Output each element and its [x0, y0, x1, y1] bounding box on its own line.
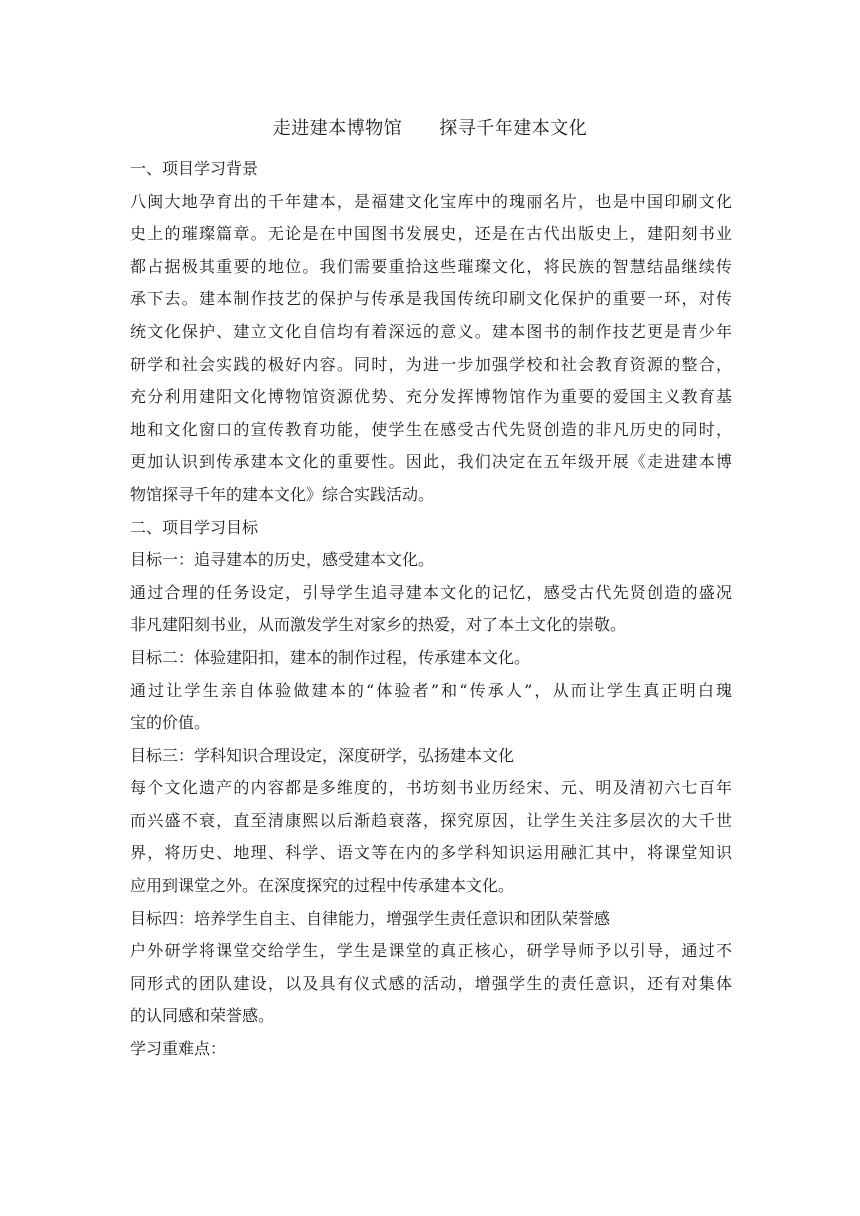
goal-paragraph [130, 935, 732, 1033]
paragraph-line: 同形式的团队建设，以及具有仪式感的活动，增强学生的责任意识，还有对集体 [130, 973, 732, 993]
paragraph-line: 更加认识到传承建本文化的重要性。因此，我们决定在五年级开展《走进建本博 [130, 452, 732, 472]
goal-label: 目标一：追寻建本的历史，感受建本文化。 [130, 550, 435, 570]
paragraph-line: 地和文化窗口的宣传教育功能，使学生在感受古代先贤创造的非凡历史的同时， [130, 419, 732, 439]
paragraph-line: 研学和社会实践的极好内容。同时，为进一步加强学校和社会教育资源的整合， [130, 354, 732, 374]
paragraph-line: 的认同感和荣誉感。 [130, 1006, 275, 1026]
paragraph-line: 八闽大地孕育出的千年建本，是福建文化宝库中的瑰丽名片，也是中国印刷文化 [130, 191, 732, 211]
paragraph-line: 充分利用建阳文化博物馆资源优势、充分发挥博物馆作为重要的爱国主义教育基 [130, 387, 732, 407]
section-heading-goals: 二、项目学习目标 [130, 517, 259, 537]
paragraph-line: 都占据极其重要的地位。我们需要重拾这些璀璨文化，将民族的智慧结晶继续传 [130, 256, 732, 276]
goal-paragraph [130, 577, 732, 642]
paragraph-line: 户外研学将课堂交给学生，学生是课堂的真正核心，研学导师予以引导，通过不 [130, 941, 732, 961]
paragraph-line: 应用到课堂之外。在深度探究的过程中传承建本文化。 [130, 876, 515, 896]
goal-label: 目标四：培养学生自主、自律能力，增强学生责任意识和团队荣誉感 [130, 908, 611, 928]
paragraph-line: 物馆探寻千年的建本文化》综合实践活动。 [130, 484, 435, 504]
paragraph-line: 界，将历史、地理、科学、语文等在内的多学科知识运用融汇其中，将课堂知识 [130, 843, 732, 863]
paragraph-line: 宝的价值。 [130, 713, 211, 733]
background-paragraph [130, 186, 732, 512]
paragraph-line: 通过合理的任务设定，引导学生追寻建本文化的记忆，感受古代先贤创造的盛况 [130, 582, 732, 602]
paragraph-line: 通过让学生亲自体验做建本的“体验者”和“传承人”，从而让学生真正明白瑰 [130, 680, 732, 700]
goal-label: 目标三：学科知识合理设定，深度研学，弘扬建本文化 [130, 745, 515, 765]
paragraph-line: 而兴盛不衰，直至清康熙以后渐趋衰落，探究原因，让学生关注多层次的大千世 [130, 810, 732, 830]
section-heading-background: 一、项目学习背景 [130, 159, 259, 178]
key-points-label: 学习重难点： [130, 1039, 227, 1059]
paragraph-line: 史上的璀璨篇章。无论是在中国图书发展史，还是在古代出版史上，建阳刻书业 [130, 224, 732, 244]
document-body [130, 153, 732, 1066]
paragraph-line: 非凡建阳刻书业，从而激发学生对家乡的热爱，对了本土文化的崇敬。 [130, 615, 627, 635]
paragraph-line: 每个文化遗产的内容都是多维度的，书坊刻书业历经宋、元、明及清初六七百年 [130, 778, 732, 798]
paragraph-line: 统文化保护、建立文化自信均有着深远的意义。建本图书的制作技艺更是青少年 [130, 321, 732, 341]
goal-paragraph [130, 772, 732, 902]
goal-label: 目标二：体验建阳扣，建本的制作过程，传承建本文化。 [130, 647, 531, 667]
goal-paragraph [130, 675, 732, 740]
paragraph-line: 承下去。建本制作技艺的保护与传承是我国传统印刷文化保护的重要一环，对传 [130, 289, 732, 309]
document-title: 走进建本博物馆 探寻千年建本文化 [272, 118, 588, 139]
